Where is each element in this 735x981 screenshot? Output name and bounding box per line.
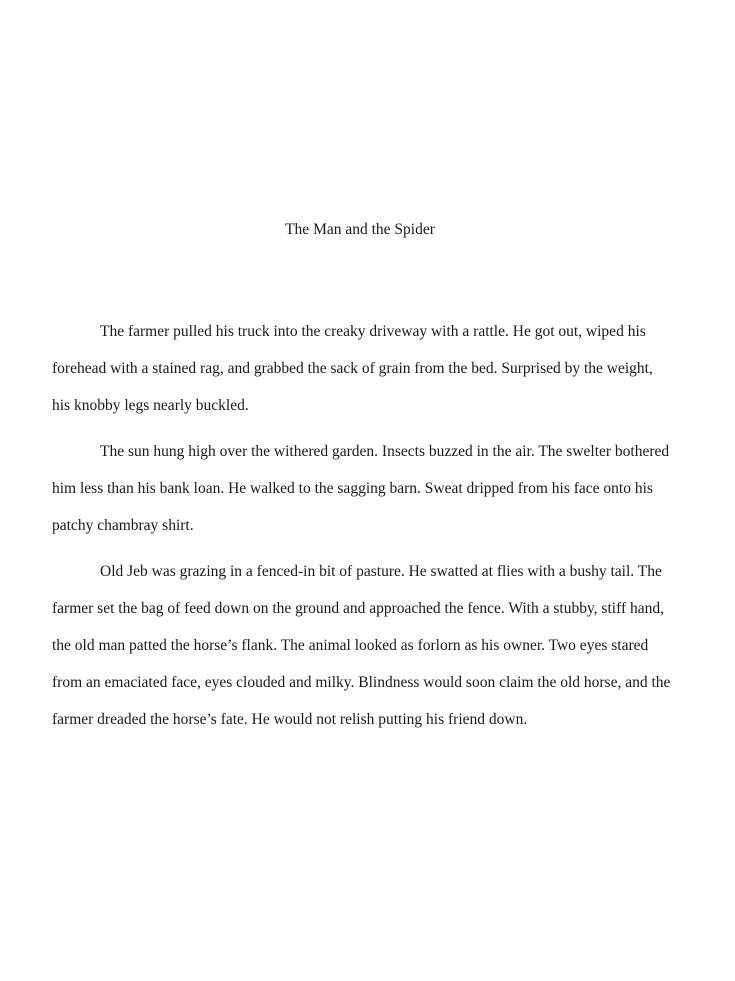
document-body	[52, 313, 674, 747]
document-title: The Man and the Spider	[285, 221, 435, 238]
paragraph-2: The sun hung high over the withered garden. Insects buzzed in the air. The swelter bothered him less than his bank loan. He walked to the sagging barn. Sweat dripped from his face onto his patchy chambray shirt.	[52, 443, 670, 534]
paragraph-1: The farmer pulled his truck into the creaky driveway with a rattle. He got out, wiped his forehead with a stained rag, and grabbed the sack of grain from the bed. Surprised by the weight, his knobby legs nearly buckled.	[52, 323, 653, 414]
paragraph-3: Old Jeb was grazing in a fenced-in bit of pasture. He swatted at flies with a bushy tail. The farmer set the bag of feed down on the ground and approached the fence. With a stubby, stiff hand, the old man patted the horse’s flank. The animal looked as forlorn as his owner. Two eyes stared from an emaciated face, eyes clouded and milky. Blindness would soon claim the old horse, and the farmer dreaded the horse’s fate. He would not relish putting his friend down.	[52, 563, 671, 728]
